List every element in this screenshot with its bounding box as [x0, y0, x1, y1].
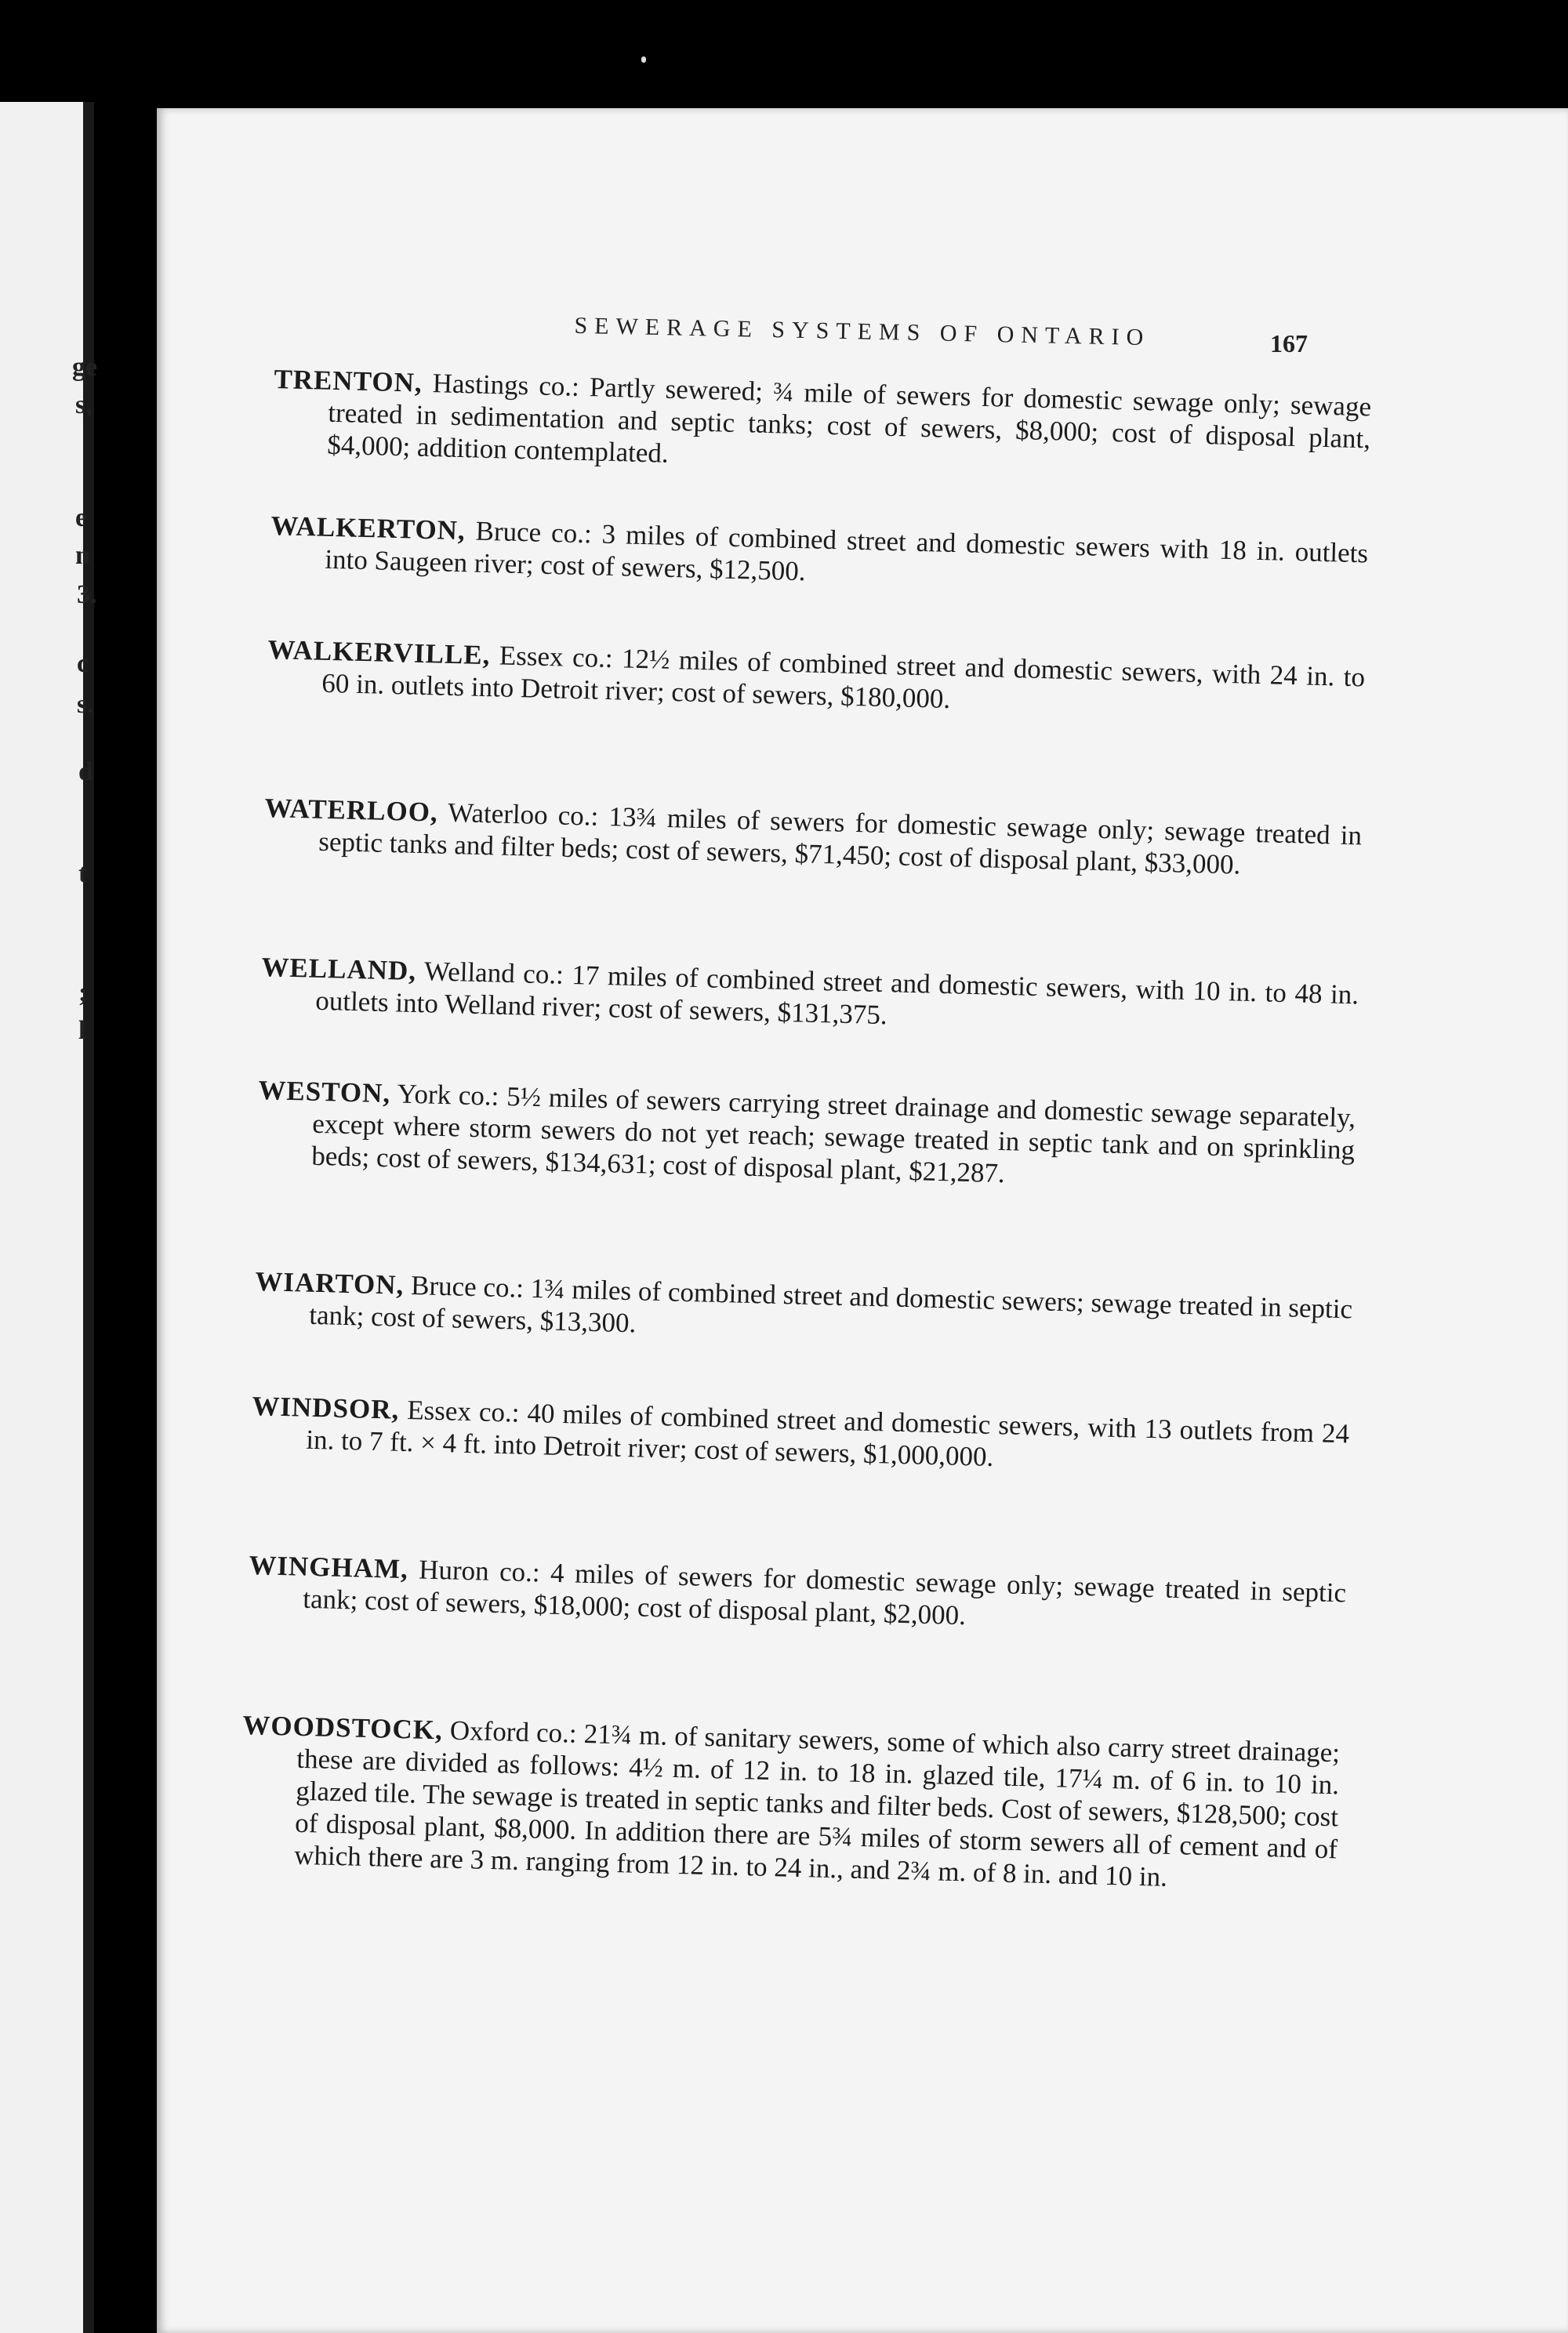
county-name: York co.: — [397, 1078, 499, 1112]
entry-description: Partly sewered; ¾ mile of sewers for domestic sewage only; sewage treated in sedimentation and septic tanks; cost of sewers, $8,000; cost of disposal plant, $4,000; addition contemplated. — [326, 372, 1372, 469]
entry-description: 17 miles of combined street and domestic sewers, with 10 in. to 48 in. outlets into Welland river; cost of sewers, $131,375. — [314, 960, 1359, 1031]
prev-page-fragment: ge — [72, 353, 98, 382]
prev-page-fragment: 3. — [77, 580, 97, 609]
county-name: Oxford co.: — [449, 1714, 578, 1749]
prev-page-fragment: s. — [77, 690, 94, 719]
county-name: Bruce co.: — [475, 515, 593, 550]
entry-description: 21¾ m. of sanitary sewers, some of which also carry street drainage; these are divided as follows: 4½ m. of 12 in. to 18 in. glazed tile, 17¼ m. of 6 in. to 10 in. glazed tile. The sewage is treated in septic tanks and filter beds. Cost of sewers, $128,500; cost of disposal plant, $8,000. In addition there are 5¾ miles of storm sewers all of cement and of which there are 3 m. ranging from 12 in. to 24 in., and 2¾ m. of 8 in. and 10 in. — [293, 1718, 1341, 1892]
prev-page-fragment: c — [77, 649, 89, 678]
entry-walkerville — [267, 633, 1366, 725]
county-name: Essex co.: — [406, 1395, 521, 1428]
place-name: WATERLOO, — [263, 792, 439, 828]
place-name: WINGHAM, — [248, 1549, 409, 1585]
entry-description: 12½ miles of combined street and domestic sewers, with 24 in. to 60 in. outlets into Detroit river; cost of sewers, $180,000. — [321, 643, 1366, 715]
entry-wingham — [248, 1549, 1347, 1641]
book-page — [157, 108, 1568, 2333]
scan-speck — [641, 56, 646, 63]
entry-description: 4 miles of sewers for domestic sewage only; sewage treated in septic tank; cost of sewers, $18,000; cost of disposal plant, $2,000. — [302, 1557, 1347, 1631]
entry-wiarton — [254, 1265, 1353, 1357]
place-name: WOODSTOCK, — [241, 1709, 444, 1746]
place-name: WELLAND, — [260, 951, 417, 986]
county-name: Welland co.: — [423, 956, 564, 990]
county-name: Huron co.: — [418, 1554, 541, 1588]
entry-waterloo — [263, 792, 1363, 883]
prev-page-fragment: n — [75, 541, 90, 570]
entry-description: 1¾ miles of combined street and domestic sewers; sewage treated in septic tank; cost of sewers, $13,300. — [308, 1272, 1353, 1339]
place-name: WINDSOR, — [251, 1390, 400, 1425]
entry-windsor — [251, 1390, 1350, 1482]
entry-description: 13¾ miles of sewers for domestic sewage only; sewage treated in septic tanks and filter beds; cost of sewers, $71,450; cost of disposal plant, $33,000. — [318, 801, 1363, 880]
entry-description: 5½ miles of sewers carrying street drainage and domestic sewage separately, except where storm sewers do not yet reach; sewage treated in septic tank and on sprinkling beds; cost of sewers, $134,631; cost of disposal plant, $21,287. — [310, 1081, 1356, 1189]
place-name: WALKERVILLE, — [267, 633, 491, 671]
page-number: 167 — [1270, 329, 1308, 357]
running-head: SEWERAGE SYSTEMS OF ONTARIO — [574, 312, 1151, 351]
entry-walkerton — [270, 510, 1369, 601]
place-name: TRENTON, — [273, 363, 423, 398]
place-name: WIARTON, — [254, 1265, 405, 1301]
county-name: Waterloo co.: — [447, 796, 599, 832]
prev-page-fragment: t — [78, 859, 88, 888]
entry-description: 40 miles of combined street and domestic sewers, with 13 outlets from 24 in. to 7 ft. × 4 ft. into Detroit river; cost of sewers, $1,000,000. — [305, 1397, 1350, 1472]
entry-welland — [260, 951, 1359, 1043]
prev-page-fragment: ; — [78, 978, 88, 1007]
prev-page-fragment: d — [78, 757, 93, 786]
entry-description: 3 miles of combined street and domestic sewers with 18 in. outlets into Saugeen river; cost of sewers, $12,500. — [324, 518, 1369, 587]
place-name: WESTON, — [257, 1074, 391, 1109]
entry-woodstock — [239, 1709, 1341, 1897]
entry-weston — [256, 1074, 1356, 1198]
county-name: Bruce co.: — [410, 1270, 524, 1304]
county-name: Hastings co.: — [432, 368, 580, 402]
entry-trenton — [272, 363, 1372, 487]
county-name: Essex co.: — [499, 640, 614, 674]
previous-page-edge — [0, 102, 98, 2333]
prev-page-fragment: e — [75, 503, 88, 532]
place-name: WALKERTON, — [270, 510, 466, 546]
prev-page-fragment: l — [78, 1016, 86, 1045]
prev-page-fragment: s, — [75, 390, 93, 419]
